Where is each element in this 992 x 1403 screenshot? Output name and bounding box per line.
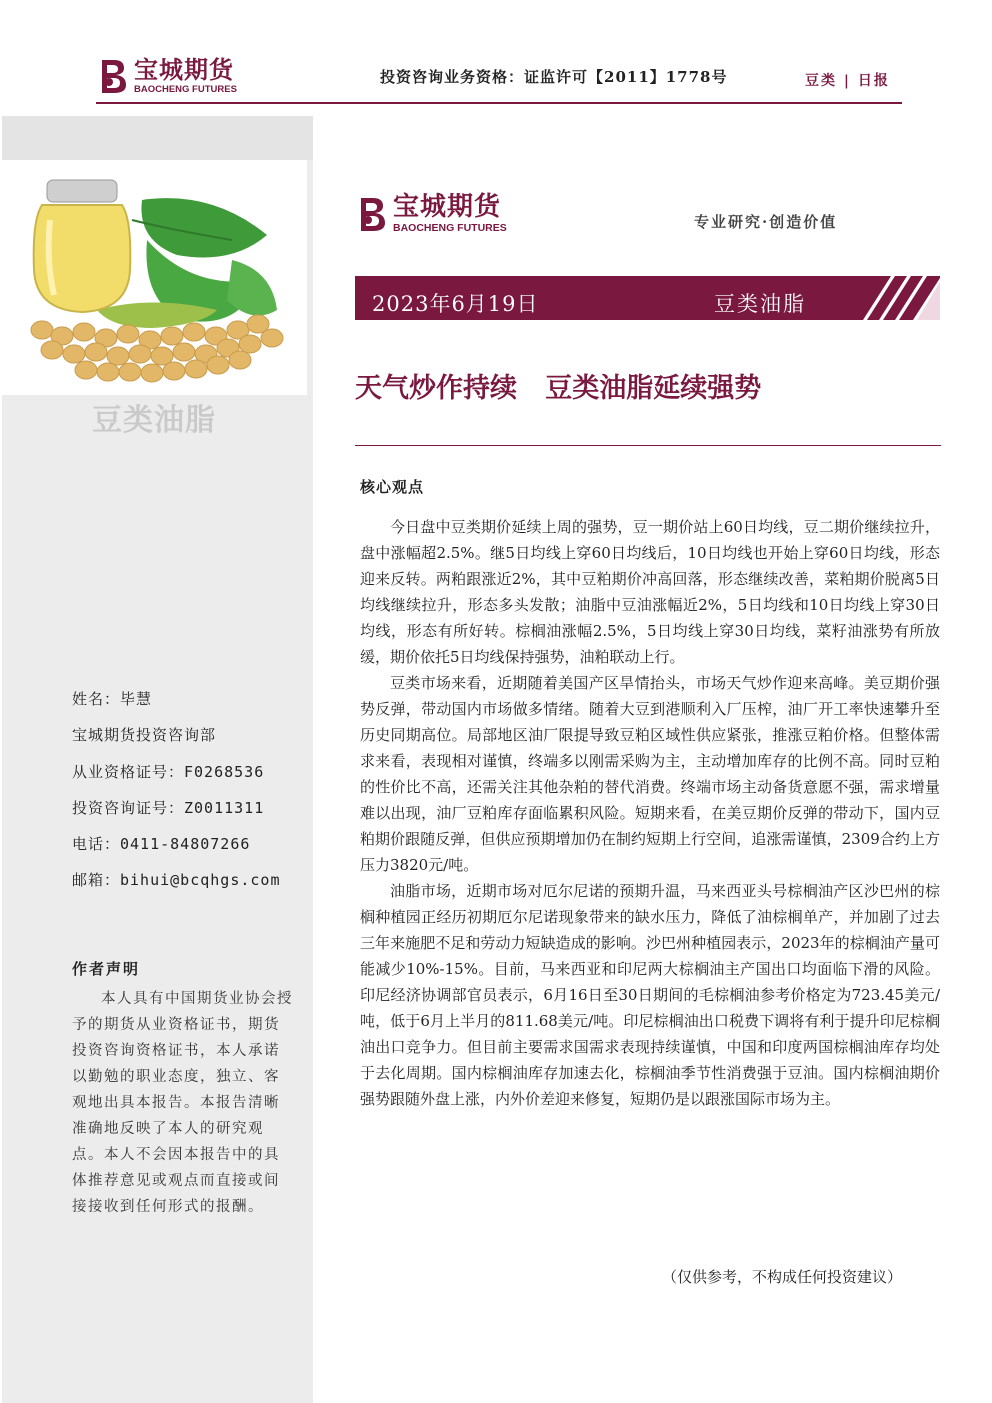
- report-tags: 豆类 | 日报: [805, 73, 890, 89]
- sidebar-category: 豆类油脂: [92, 403, 216, 438]
- title-divider: [355, 445, 941, 446]
- declaration-title: 作者声明: [72, 960, 141, 978]
- qualification-number: 从业资格证号：F0268536: [72, 763, 265, 781]
- logo-cn: 宝城期货: [134, 55, 234, 84]
- report-body: [360, 514, 940, 1112]
- soybean-oil-image: [2, 160, 307, 395]
- logo-en: BAOCHENG FUTURES: [393, 222, 507, 235]
- department: 宝城期货投资咨询部: [72, 726, 217, 744]
- logo-mark-icon: [355, 194, 389, 234]
- header-logo: [96, 56, 237, 96]
- consulting-number: 投资咨询证号：Z0011311: [72, 799, 265, 817]
- paragraph: 豆类市场来看，近期随着美国产区旱情抬头，市场天气炒作迎来高峰。美豆期价强势反弹，带动国内市场做多情绪。随着大豆到港顺利入厂压榨，油厂开工率快速攀升至历史同期高位。局部地区油厂限提导致豆粕区域性供应紧张，推涨豆粕价格。但整体需求来看，表现相对谨慎，终端多以刚需采购为主，主动增加库存的比例不高。同时豆粕的性价比不高，还需关注其他杂粕的替代消费。终端市场主动备货意愿不强，需求增量难以出现，油厂豆粕库存面临累积风险。短期来看，在美豆期价反弹的带动下，国内豆粕期价跟随反弹，但供应预期增加仍在制约短期上行空间，追涨需谨慎，2309合约上方压力3820元/吨。: [360, 674, 940, 874]
- paragraph: 油脂市场，近期市场对厄尔尼诺的预期升温，马来西亚头号棕榈油产区沙巴州的棕榈种植园正经历初期厄尔尼诺现象带来的缺水压力，降低了油棕榈单产，并加剧了过去三年来施肥不足和劳动力短缺造成的影响。沙巴州种植园表示，2023年的棕榈油产量可能减少10%-15%。目前，马来西亚和印尼两大棕榈油主产国出口均面临下滑的风险。印尼经济协调部官员表示，6月16日至30日期间的毛棕榈油参考价格定为723.45美元/吨，低于6月上半月的811.68美元/吨。印尼棕榈油出口税费下调将有利于提升印尼棕榈油出口竞争力。但目前主要需求国需求表现持续谨慎，中国和印度两国棕榈油库存均处于去化周期。国内棕榈油库存加速去化，棕榈油季节性消费强于豆油。国内棕榈油期价强势跟随外盘上涨，内外价差迎来修复，短期仍是以跟涨国际市场为主。: [360, 882, 940, 1108]
- main-logo: [355, 194, 507, 234]
- report-date: 2023年6月19日: [372, 292, 539, 316]
- report-title: 天气炒作持续 豆类油脂延续强势: [355, 373, 762, 404]
- declaration-body: 本人具有中国期货业协会授予的期货从业资格证书，期货投资咨询资格证书，本人承诺以勤勉的职业态度，独立、客观地出具本报告。本报告清晰准确地反映了本人的研究观点。本人不会因本报告中的具体推荐意见或观点而直接或间接接收到任何形式的报酬。: [72, 991, 293, 1215]
- sidebar-top-strip: [2, 116, 313, 160]
- logo-cn: 宝城期货: [393, 192, 502, 223]
- logo-en: BAOCHENG FUTURES: [134, 83, 237, 95]
- author-name: 姓名：毕慧: [72, 690, 153, 708]
- license-text: 投资咨询业务资格：证监许可【2011】1778号: [380, 68, 728, 86]
- report-category: 豆类油脂: [714, 292, 806, 316]
- logo-mark-icon: [96, 56, 130, 96]
- paragraph: 今日盘中豆类期价延续上周的强势，豆一期价站上60日均线，豆二期价继续拉升，盘中涨幅超2.5%。继5日均线上穿60日均线后，10日均线也开始上穿60日均线，形态迎来反转。两粕跟涨近2%，其中豆粕期价冲高回落，形态继续改善，菜粕期价脱离5日均线继续拉升，形态多头发散；油脂中豆油涨幅近2%，5日均线和10日均线上穿30日均线，形态有所好转。棕榈油涨幅2.5%，5日均线上穿30日均线，菜籽油涨势有所放缓，期价依托5日均线保持强势，油粕联动上行。: [360, 518, 940, 666]
- slogan: 专业研究·创造价值: [694, 213, 838, 231]
- disclaimer: （仅供参考，不构成任何投资建议）: [662, 1268, 903, 1286]
- header-divider: [96, 102, 902, 104]
- section-title: 核心观点: [360, 478, 425, 496]
- email: 邮箱：bihui@bcqhgs.com: [72, 871, 281, 889]
- phone: 电话：0411-84807266: [72, 835, 251, 853]
